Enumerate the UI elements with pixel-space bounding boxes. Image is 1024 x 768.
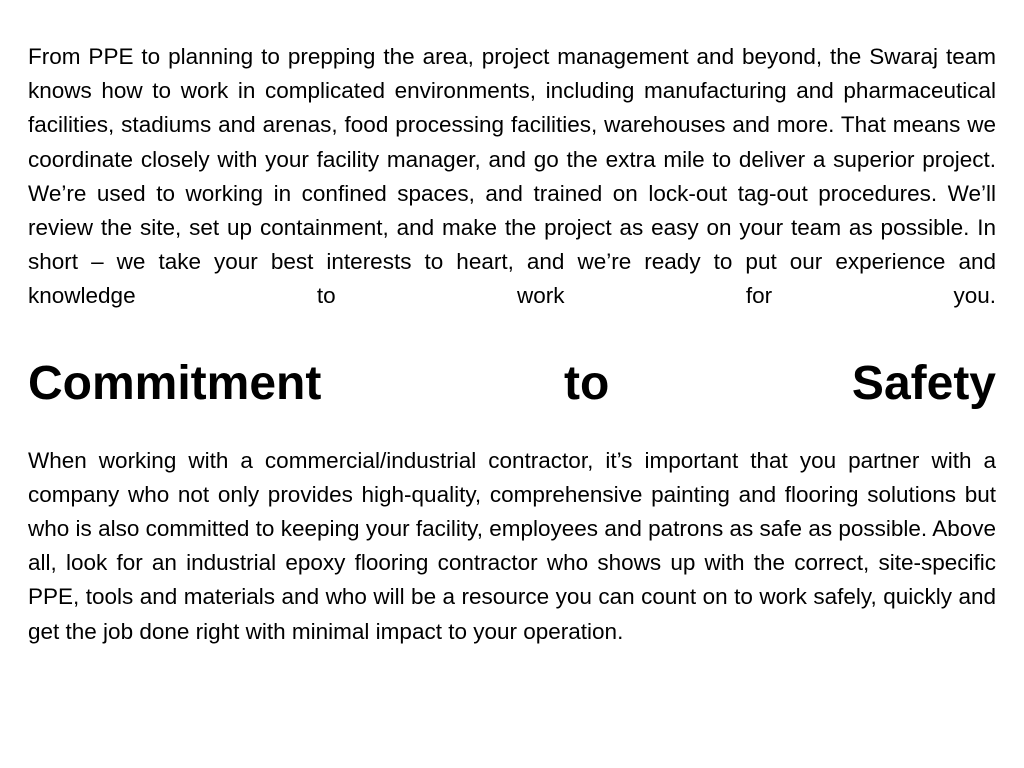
safety-paragraph: When working with a commercial/industrial contractor, it’s important that you partner with a company who not only provides high-quality, comprehensive painting and flooring solutions but who is also committed to keeping your facility, employees and patrons as safe as possible. Above all, look for an industrial epoxy flooring contractor who shows up with the correct, site-specific PPE, tools and materials and who will be a resource you can count on to work safely, quickly and get the job done right with minimal impact to your operation. [28,447,996,644]
section-heading: Commitment to Safety [28,356,996,410]
intro-paragraph: From PPE to planning to prepping the area, project management and beyond, the Swaraj team knows how to work in complicated environments, including manufacturing and pharmaceutical facilities, stadiums and arenas, food processing facilities, warehouses and more. That means we coordinate closely with your facility manager, and go the extra mile to deliver a superior project. We’re used to working in confined spaces, and trained on lock-out tag-out procedures. We’ll review the site, set up containment, and make the project as easy on your team as possible. In short – we take your best interests to heart, and we’re ready to put our experience and knowledge to work for you. [28,44,996,309]
slide-content [28,40,996,649]
